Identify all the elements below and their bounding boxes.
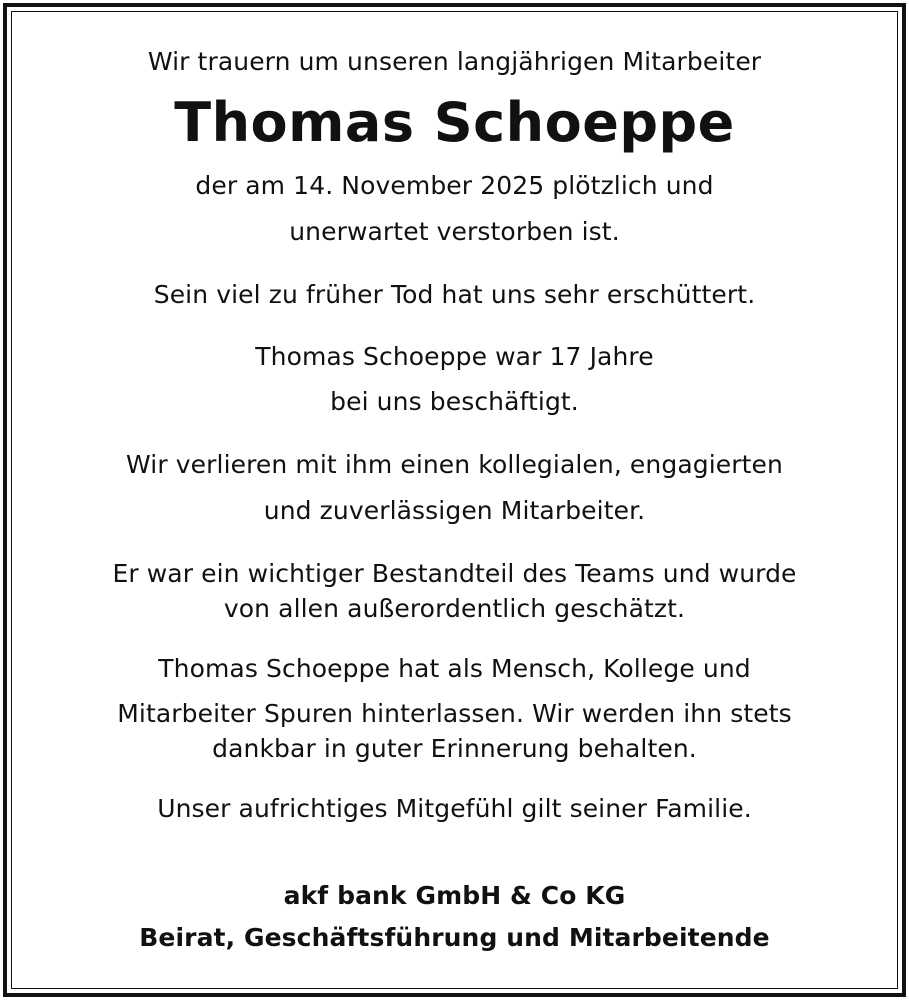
traces-line-1: Thomas Schoeppe hat als Mensch, Kollege und — [158, 654, 751, 683]
death-line-1: der am 14. November 2025 plötzlich und — [195, 171, 714, 200]
shock-line: Sein viel zu früher Tod hat uns sehr erschüttert. — [153, 280, 756, 309]
traces-line-3: dankbar in guter Erinnerung behalten. — [212, 734, 697, 763]
team-line-2: von allen außerordentlich geschätzt. — [223, 594, 686, 623]
years-line-1: Thomas Schoeppe war 17 Jahre — [255, 342, 654, 371]
signature-bodies: Beirat, Geschäftsführung und Mitarbeitende — [139, 923, 770, 952]
lose-line-1: Wir verlieren mit ihm einen kollegialen, engagierten — [126, 450, 783, 479]
years-line-2: bei uns beschäftigt. — [330, 387, 579, 416]
lose-line-2: und zuverlässigen Mitarbeiter. — [263, 496, 646, 525]
intro-line: Wir trauern um unseren langjährigen Mitarbeiter — [147, 47, 762, 76]
signature-company: akf bank GmbH & Co KG — [283, 881, 626, 910]
death-line-2: unerwartet verstorben ist. — [289, 217, 620, 246]
sympathy-line: Unser aufrichtiges Mitgefühl gilt seiner Familie. — [157, 794, 752, 823]
traces-line-2: Mitarbeiter Spuren hinterlassen. Wir werden ihn stets — [117, 699, 792, 728]
team-line-1: Er war ein wichtiger Bestandteil des Teams und wurde — [112, 559, 797, 588]
deceased-name: Thomas Schoeppe — [174, 91, 735, 154]
